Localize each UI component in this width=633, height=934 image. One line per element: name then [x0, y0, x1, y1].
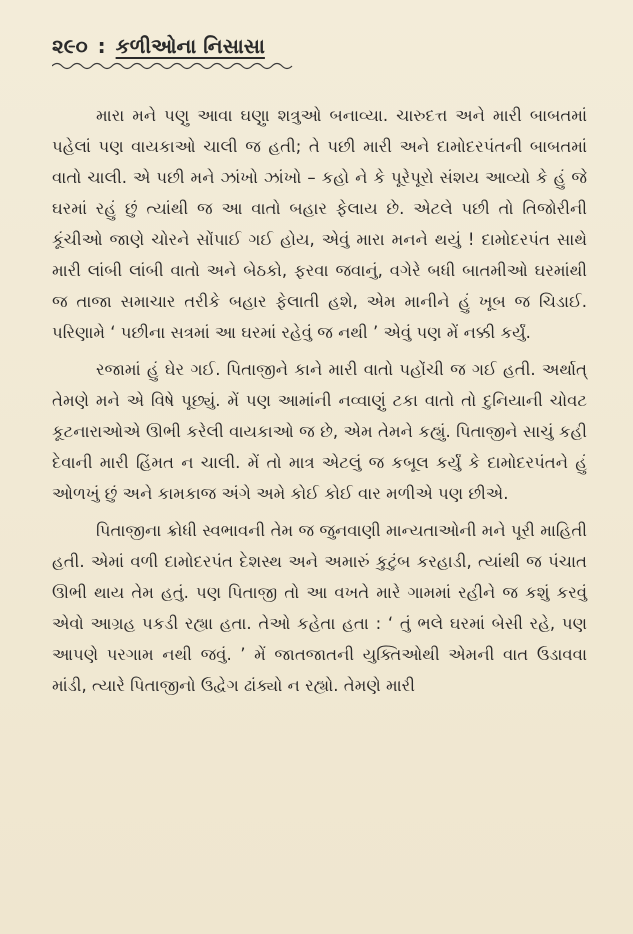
wavy-underline-ornament — [52, 60, 302, 72]
header-separator: : — [97, 34, 106, 58]
paragraph: મારા મને પણુ આવા ઘણુા શત્રુઓ બનાવ્યા. ચારુદત્ત અને મારી બાબતમાં પહેલાં પણ વાયકાઓ ચાલી જ હતી; તે પછી મારી અને દામોદરપંતની બાબતમાં વાતો ચાલી. એ પછી મને ઝાંખો ઝાંખો – કહો ને કે પૂરેપૂરો સંશય આવ્યો કે હું જે ઘરમાં રહું છું ત્યાંથી જ આ વાતો બહાર ફેલાય છે. એટલે પછી તો તિજોરીની કૂંચીઓ જાણે ચોરને સોંપાઈ ગઈ હોય, એવું મારા મનને થયું ! દામોદરપંત સાથે મારી લાંબી લાંબી વાતો અને બેઠકો, ફરવા જવાનું, વગેરે બધી બાતમીઓ ઘરમાંથી જ તાજા સમાચાર તરીકે બહાર ફેલાતી હશે, એમ માનીને હું ખૂબ જ ચિડાઈ. પરિણામે ‘ પછીના સત્રમાં આ ઘરમાં રહેવું જ નથી ’ એવું પણ મેં નક્કી કર્યું. — [52, 106, 587, 342]
page-body — [52, 100, 587, 701]
paragraph: પિતાજીના ક્રોધી સ્વભાવની તેમ જ જુનવાણી માન્યતાઓની મને પૂરી માહિતી હતી. એમાં વળી દામોદરપંત દેશસ્થ અને અમારું કુટુંબ કરહાડી, ત્યાંથી જ પંચાત ઊભી થાય તેમ હતું. પણ પિતાજી તો આ વખતે મારે ગામમાં રહીને જ કશું કરવું એવો આગ્રહ પકડી રહ્યા હતા. તેઓ કહેતા હતા : ‘ તું ભલે ઘરમાં બેસી રહે, પણ આપણે પરગામ નથી જવું. ’ મેં જાતજાતની યુક્તિઓથી એમની વાત ઉડાવવા માંડી, ત્યારે પિતાજીનો ઉદ્વેગ ઢાંક્યો ન રહ્યો. તેમણે મારી — [52, 521, 587, 695]
running-header — [52, 34, 587, 58]
page-number: ૨૯૦ — [52, 34, 88, 58]
paragraph: રજામાં હું ઘેર ગઈ. પિતાજીને કાને મારી વાતો પહોંચી જ ગઈ હતી. અર્થાત્ તેમણે મને એ વિષે પૂછ્યું. મેં પણ આમાંની નવ્વાણું ટકા વાતો તો દુનિયાની ચોવટ કૂટનારાઓએ ઊભી કરેલી વાયકાઓ જ છે, એમ તેમને કહ્યું. પિતાજીને સાચું કહી દેવાની મારી હિંમત ન ચાલી. મેં તો માત્ર એટલું જ કબૂલ કર્યું કે દામોદરપંતને હું ઓળખું છું અને કામકાજ અંગે અમે કોઈ કોઈ વાર મળીએ પણ છીએ. — [52, 360, 587, 503]
chapter-title: કળીઓના નિસાસા — [115, 34, 265, 58]
